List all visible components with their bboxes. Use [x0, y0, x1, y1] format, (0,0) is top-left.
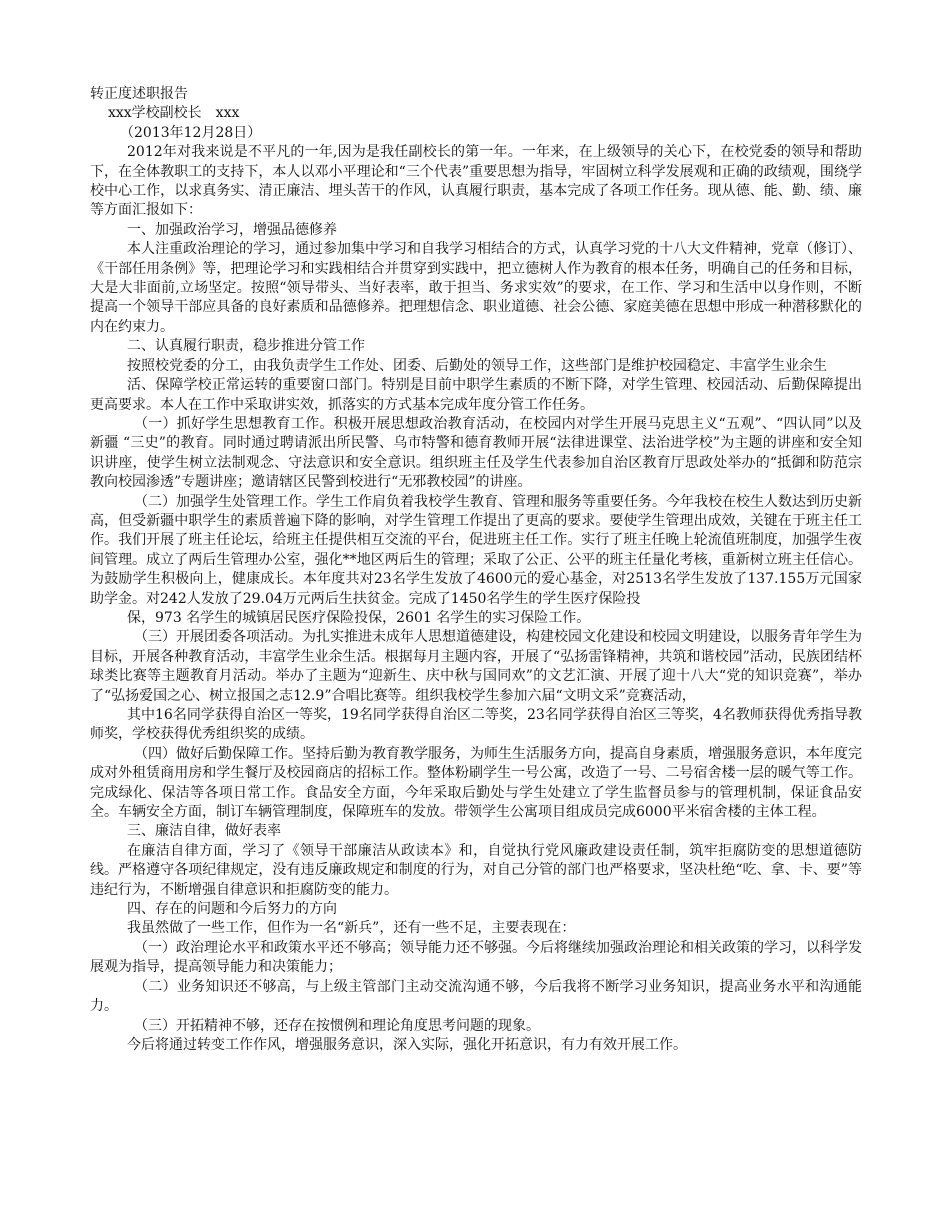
author-line: xxx学校副校长 xxx	[108, 105, 240, 122]
document-title: 转正度述职报告	[90, 86, 188, 102]
problem-1-paragraph: （一）政治理论水平和政策水平还不够高；领导能力还不够强。今后将继续加强政治理论和相关政策的学习，以科学发展观为指导，提高领导能力和决策能力；	[90, 939, 862, 976]
section-heading-4: 四、存在的问题和今后努力的方向	[127, 901, 337, 918]
subsection-3-paragraph-continued: 其中16名同学获得自治区一等奖，19名同学获得自治区二等奖，23名同学获得自治区三等奖，4名教师获得优秀指导教师奖，学校获得优秀组织奖的成绩。	[90, 707, 862, 743]
subsection-2-paragraph: （二）加强学生处管理工作。学生工作肩负着我校学生教育、管理和服务等重要任务。今年我校在校生人数达到历史新高，但受新疆中职学生的素质普遍下降的影响，对学生管理工作提出了更高的要求。要使学生管理出成效，关键在于班主任工作。我们开展了班主任论坛，给班主任提供相互交流的平台，促进班主任工作。实行了班主任晚上轮流值班制度，加强学生夜间管理。成立了两后生管理办公室，强化**地区两后生的管理；采取了公正、公平的班主任量化考核，重新树立班主任信心。为鼓励学生积极向上，健康成长。本年度共对23名学生发放了4600元的爱心基金，对2513名学生发放了137.155万元国家助学金。对242人发放了29.04万元两后生扶贫金。完成了1450名学生的学生医疗保险投	[90, 493, 862, 607]
date-line: （2013年12月28日）	[120, 124, 262, 141]
section-4-intro: 我虽然做了一些工作，但作为一名“新兵”，还有一些不足，主要表现在：	[127, 920, 576, 937]
subsection-2-paragraph-continued: 保，973 名学生的城镇居民医疗保险投保，2601 名学生的实习保险工作。	[127, 609, 591, 626]
intro-paragraph: 2012年对我来说是不平凡的一年,因为是我任副校长的第一年。一年来，在上级领导的关心下，在校党委的领导和帮助下，在全体教职工的支持下，本人以邓小平理论和“三个代表”重要思想为指导，牢固树立科学发展观和正确的政绩观，围绕学校中心工作，以求真务实、清正廉洁、埋头苦干的作风，认真履行职责，基本完成了各项工作任务。现从德、能、勤、绩、廉等方面汇报如下：	[90, 144, 862, 219]
subsection-4-paragraph: （四）做好后勤保障工作。坚持后勤为教育教学服务，为师生生活服务方向，提高自身素质，增强服务意识，本年度完成对外租赁商用房和学生餐厅及校园商店的招标工作。整体粉刷学生一号公寓，改造了一号、二号宿舍楼一层的暖气等工作。完成绿化、保洁等各项日常工作。食品安全方面，今年采取后勤处与学生处建立了学生监督员参与的管理机制，保证食品安全。车辆安全方面，制订车辆管理制度，保障班车的发放。带领学生公寓项目组成员完成6000平米宿舍楼的主体工程。	[90, 745, 862, 821]
section-1-paragraph: 本人注重政治理论的学习，通过参加集中学习和自我学习相结合的方式，认真学习党的十八大文件精神，党章（修订）、《干部任用条例》等，把理论学习和实践相结合并贯穿到实践中，把立德树人作为教育的根本任务，明确自己的任务和目标，大是大非面前,立场坚定。按照“领导带头、当好表率，敢于担当、务求实效”的要求，在工作、学习和生活中以身作则，不断提高一个领导干部应具备的良好素质和品德修养。把理想信念、职业道德、社会公德、家庭美德在思想中形成一种潜移默化的内在约束力。	[90, 241, 862, 335]
problem-2-paragraph: （二）业务知识还不够高，与上级主管部门主动交流沟通不够，今后我将不断学习业务知识，提高业务水平和沟通能力。	[90, 978, 862, 1015]
subsection-1-paragraph: （一）抓好学生思想教育工作。积极开展思想政治教育活动，在校园内对学生开展马克思主义“五观”、“四认同”以及新疆 “三史”的教育。同时通过聘请派出所民警、乌市特警和德育教师开展“法律进课堂、法治进学校”为主题的讲座和安全知识讲座，使学生树立法制观念、守法意识和安全意识。组织班主任及学生代表参加自治区教育厅思政处举办的“抵御和防范宗教向校园渗透”专题讲座；邀请辖区民警到校进行“无邪教校园”的讲座。	[90, 415, 862, 491]
section-3-paragraph: 在廉洁自律方面，学习了《领导干部廉洁从政读本》和，自觉执行党风廉政建设责任制，筑牢拒腐防变的思想道德防线。严格遵守各项纪律规定，没有违反廉政规定和制度的行为，对自己分管的部门也严格要求，坚决杜绝“吃、拿、卡、要”等违纪行为，不断增强自律意识和拒腐防变的能力。	[90, 842, 862, 898]
report-page	[90, 85, 862, 1055]
section-2-paragraph-start: 按照校党委的分工，由我负责学生工作处、团委、后勤处的领导工作，这些部门是维护校园稳定、丰富学生业余生	[127, 357, 827, 374]
problem-3-paragraph: （三）开拓精神不够，还存在按惯例和理论角度思考问题的现象。	[134, 1017, 540, 1034]
closing-paragraph: 今后将通过转变工作作风，增强服务意识，深入实际，强化开拓意识，有力有效开展工作。	[127, 1036, 687, 1053]
subsection-3-paragraph: （三）开展团委各项活动。为扎实推进未成年人思想道德建设，构建校园文化建设和校园文明建设，以服务青年学生为目标，开展各种教育活动，丰富学生业余生活。根据每月主题内容，开展了“弘扬雷锋精神，共筑和谐校园”活动，民族团结杯球类比赛等主题教育月活动。举办了主题为“迎新生、庆中秋与国同欢”的文艺汇演、开展了迎十八大“党的知识竞赛”，举办了“弘扬爱国之心、树立报国之志12.9”合唱比赛等。组织我校学生参加六届“文明文采”竞赛活动，	[90, 629, 862, 704]
section-heading-2: 二、认真履行职责，稳步推进分管工作	[127, 338, 365, 355]
section-heading-3: 三、廉洁自律，做好表率	[127, 823, 281, 840]
section-2-paragraph-continued: 活、保障学校正常运转的重要窗口部门。特别是目前中职学生素质的不断下降，对学生管理、校园活动、后勤保障提出更高要求。本人在工作中采取讲实效，抓落实的方式基本完成年度分管工作任务。	[90, 377, 862, 413]
section-heading-1: 一、加强政治学习，增强品德修养	[127, 221, 337, 238]
